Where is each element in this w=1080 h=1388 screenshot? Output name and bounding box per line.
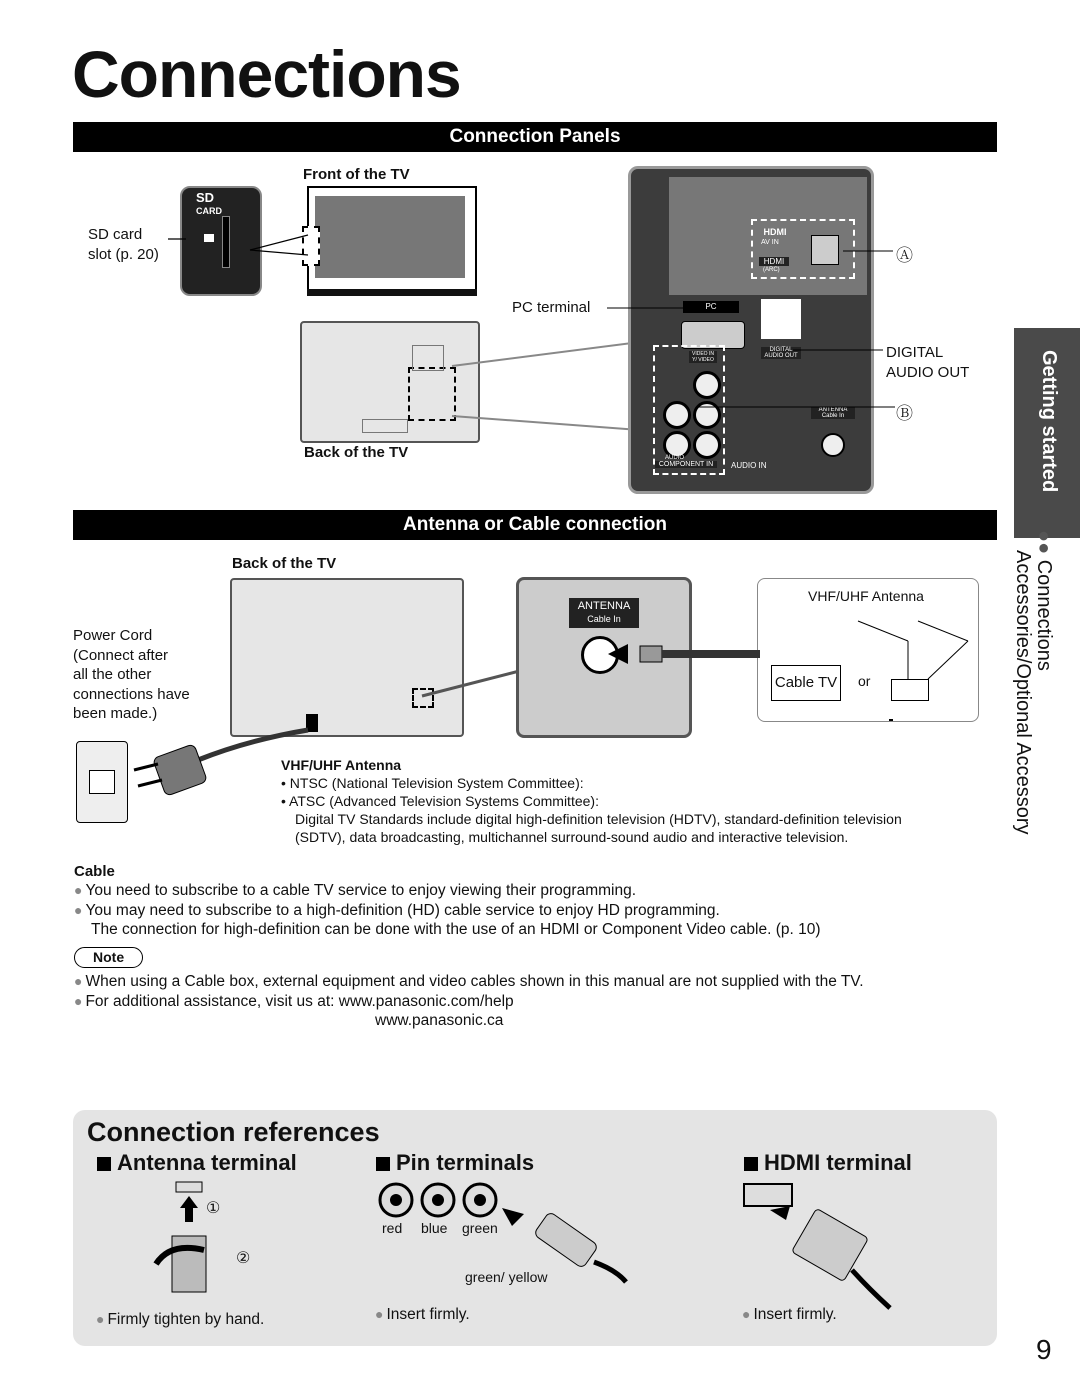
front-tv-illustration xyxy=(307,186,477,296)
insert-note-2 xyxy=(742,1305,837,1325)
tighten-note xyxy=(96,1310,264,1330)
digital-text: DIGITAL xyxy=(769,347,793,353)
front-of-tv-label: Front of the TV xyxy=(303,166,410,183)
label-a: Ⓐ xyxy=(896,246,913,265)
cable-bullet-1: You need to subscribe to a cable TV service to enjoy viewing their programming. xyxy=(85,882,637,899)
antenna-label: ANTENNA xyxy=(577,600,631,612)
pin-green-yellow: green/ yellow xyxy=(465,1269,548,1285)
atsc-detail-1: Digital TV Standards include digital high-definition television (HDTV), standard-definition television xyxy=(295,811,902,827)
b-leader-line xyxy=(697,400,897,414)
hdmi-terminal-heading xyxy=(744,1150,912,1176)
label-b: Ⓑ xyxy=(896,404,913,423)
pc-leader-line xyxy=(607,300,687,320)
insert-text-1: Insert firmly. xyxy=(386,1306,470,1323)
pin-terminals-text: Pin terminals xyxy=(396,1150,535,1175)
step-2: ② xyxy=(236,1250,251,1267)
sd-card-slot-label xyxy=(88,225,159,265)
antenna-terminal-text: Antenna terminal xyxy=(117,1150,297,1175)
page-title: Connections xyxy=(72,37,461,111)
hdmi-port xyxy=(811,235,839,265)
power-cord-line5: been made.) xyxy=(73,705,158,722)
page-number: 9 xyxy=(1036,1334,1052,1365)
digital-audio-line1: DIGITAL xyxy=(886,344,944,361)
cable-heading: Cable xyxy=(74,863,115,880)
digital-audio-port xyxy=(761,299,801,339)
hdmi-port-area xyxy=(751,219,855,279)
note-2: For additional assistance, visit us at: www.panasonic.com/help xyxy=(85,992,514,1010)
vhf-antenna-label: VHF/UHF Antenna xyxy=(808,588,924,604)
pc-port-label: PC xyxy=(683,301,739,313)
back-tv-zoom-lines xyxy=(450,340,640,440)
pin-red: red xyxy=(382,1220,403,1236)
back-of-tv-label: Back of the TV xyxy=(304,444,409,461)
digital-audio-out-label xyxy=(886,343,969,383)
panel-antenna-text: ANTENNA xyxy=(818,407,848,413)
antenna-icon xyxy=(848,613,978,721)
or-text: or xyxy=(858,673,871,689)
antenna-terminal-heading xyxy=(97,1150,297,1176)
audio-out-text: AUDIO OUT xyxy=(764,353,798,359)
sd-logo-text: SD xyxy=(196,190,215,205)
audio-in-text: AUDIO IN xyxy=(731,461,767,470)
terminal-panel xyxy=(628,166,874,494)
pin-green: green xyxy=(462,1220,498,1236)
antenna-port xyxy=(821,433,845,457)
sd-slot-line1: SD card xyxy=(88,226,143,243)
hdmi-terminal-illustration xyxy=(740,1180,900,1310)
side-item-connections: ●● Connections xyxy=(1033,530,1055,671)
power-cord-line1: Power Cord xyxy=(73,627,153,644)
connection-panels-heading: Connection Panels xyxy=(73,122,997,152)
video-in-text xyxy=(689,351,717,363)
note-1: When using a Cable box, external equipment and video cables shown in this manual are not supplied with the TV. xyxy=(85,973,864,990)
cable-extension xyxy=(682,648,762,660)
cable-tv-box: Cable TV xyxy=(771,665,841,701)
power-cord-line2: (Connect after xyxy=(73,646,169,664)
insert-note-1 xyxy=(375,1305,470,1325)
atsc-detail-2: (SDTV), data broadcasting, multichannel surround-sound audio and interactive television. xyxy=(295,829,849,845)
hdmi-logo: HDMI xyxy=(763,227,787,237)
vhf-uhf-antenna-box xyxy=(757,578,979,722)
note-url-ca: www.panasonic.ca xyxy=(375,1012,504,1029)
arc-text: (ARC) xyxy=(763,267,780,273)
hdmi-text: HDMI xyxy=(759,257,789,266)
pin-blue: blue xyxy=(421,1220,448,1236)
av-in-text: AV IN xyxy=(761,239,779,246)
sd-slot-line2: slot (p. 20) xyxy=(88,246,159,263)
wall-outlet xyxy=(76,741,128,823)
sd-card-text: CARD xyxy=(196,206,222,216)
pc-terminal-label: PC terminal xyxy=(512,299,591,316)
digital-audio-line2: AUDIO OUT xyxy=(886,364,970,381)
panel-cable-in-text: Cable In xyxy=(821,413,845,419)
side-tab-label: Getting started xyxy=(1038,350,1060,493)
vhf-bullets: • NTSC (National Television System Committee): • ATSC (Advanced Television Systems Committee): Digital TV Standards include digital high-definition television (HDTV), standard-definition television (SDTV), data broadcasting, multichannel surround-sound audio and interactive television. xyxy=(281,775,902,845)
back-of-tv-label-2: Back of the TV xyxy=(232,555,337,572)
antenna-cable-heading: Antenna or Cable connection xyxy=(73,510,997,540)
power-cord-note xyxy=(73,626,190,724)
power-cord-line3: all the other xyxy=(73,666,152,683)
notes-list xyxy=(74,972,864,1031)
vhf-heading: VHF/UHF Antenna xyxy=(281,757,402,773)
cable-note: The connection for high-definition can be done with the use of an HDMI or Component Video cable. (p. 10) xyxy=(91,921,821,938)
power-cord-line4: connections have xyxy=(73,685,190,703)
references-title: Connection references xyxy=(87,1117,380,1147)
pin-terminals-heading xyxy=(376,1150,534,1176)
y-video-label: Y/ VIDEO xyxy=(692,357,714,363)
cable-bullets xyxy=(74,881,821,940)
a-leader-line xyxy=(843,244,893,258)
note-label: Note xyxy=(74,947,143,968)
step-1: ① xyxy=(206,1200,221,1217)
audio-text: AUDIO xyxy=(665,455,685,461)
ntsc-text: NTSC (National Television System Committee): xyxy=(289,775,584,791)
cable-bullet-2: You may need to subscribe to a high-definition (HD) cable service to enjoy HD programming. xyxy=(85,901,720,919)
cable-in-label: Cable In xyxy=(587,614,621,624)
sd-leader-lines xyxy=(150,225,310,265)
component-in-text: COMPONENT IN xyxy=(655,461,717,468)
tighten-text: Firmly tighten by hand. xyxy=(107,1311,265,1328)
side-item-accessories: Accessories/Optional Accessory xyxy=(1012,550,1034,835)
atsc-text: ATSC (Advanced Television Systems Committee): xyxy=(289,793,599,809)
insert-text-2: Insert firmly. xyxy=(753,1306,837,1323)
digital-leader-line xyxy=(793,343,883,357)
video-in-label: VIDEO IN xyxy=(692,351,714,357)
side-connections-text: Connections xyxy=(1033,559,1055,671)
hdmi-terminal-text: HDMI terminal xyxy=(764,1150,912,1175)
